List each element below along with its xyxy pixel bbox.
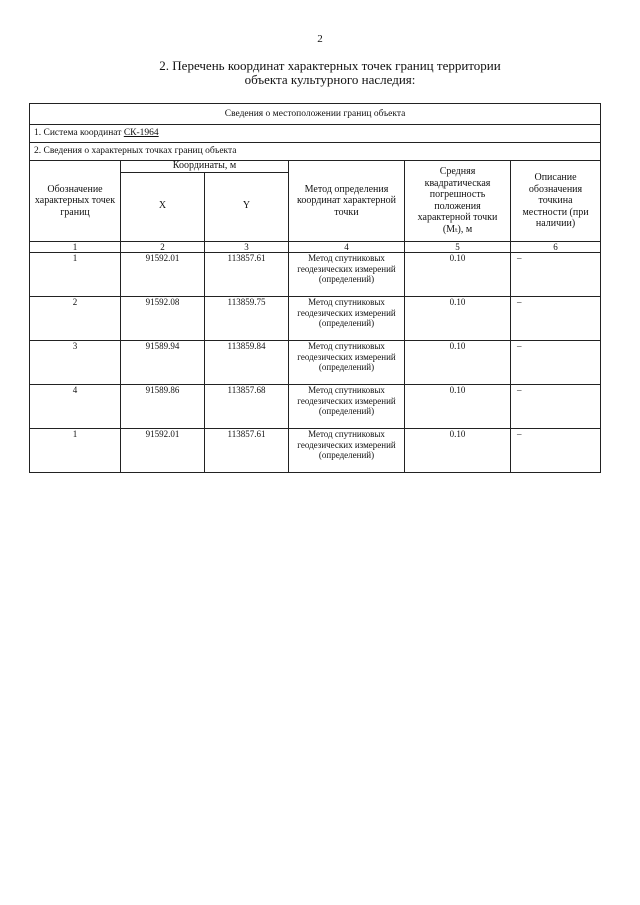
error-value: 0.10 <box>405 341 511 385</box>
point-label: 4 <box>30 385 121 429</box>
y-value: 113857.61 <box>205 253 289 297</box>
points-header-row <box>30 143 601 161</box>
section-header: Сведения о местоположении границ объекта <box>30 104 601 125</box>
y-value: 113859.75 <box>205 297 289 341</box>
description-value: – <box>511 253 601 297</box>
table-row <box>30 429 601 473</box>
x-value: 91589.86 <box>121 385 205 429</box>
document-title <box>100 59 560 87</box>
header-point: Обозначение характерных точек границ <box>30 161 121 242</box>
header-description: Описание обозначения точкина местности (при наличии) <box>511 161 601 242</box>
x-value: 91592.01 <box>121 429 205 473</box>
column-number: 3 <box>205 241 289 253</box>
x-value: 91592.08 <box>121 297 205 341</box>
method-value: Метод спутниковых геодезических измерений (определений) <box>289 341 405 385</box>
coordinate-system-name: СК-1964 <box>123 128 159 139</box>
header-y: Y <box>205 172 289 241</box>
error-value: 0.10 <box>405 385 511 429</box>
column-number: 6 <box>511 241 601 253</box>
description-value: – <box>511 385 601 429</box>
x-value: 91589.94 <box>121 341 205 385</box>
method-value: Метод спутниковых геодезических измерений (определений) <box>289 253 405 297</box>
header-x: X <box>121 172 205 241</box>
method-value: Метод спутниковых геодезических измерений (определений) <box>289 385 405 429</box>
description-value: – <box>511 297 601 341</box>
table-row <box>30 297 601 341</box>
error-value: 0.10 <box>405 253 511 297</box>
point-label: 1 <box>30 429 121 473</box>
x-value: 91592.01 <box>121 253 205 297</box>
column-number: 4 <box>289 241 405 253</box>
method-value: Метод спутниковых геодезических измерений (определений) <box>289 297 405 341</box>
header-error: Средняя квадратическая погрешность положения характерной точки (Mₜ), м <box>405 161 511 242</box>
coordinates-table <box>29 103 601 473</box>
column-number: 5 <box>405 241 511 253</box>
error-value: 0.10 <box>405 297 511 341</box>
error-value: 0.10 <box>405 429 511 473</box>
points-header: 2. Сведения о характерных точках границ объекта <box>30 143 601 161</box>
title-line-1: 2. Перечень координат характерных точек границ территории <box>159 58 501 73</box>
coordinate-system-prefix: 1. Система координат <box>34 128 124 139</box>
table-row <box>30 385 601 429</box>
header-method: Метод определения координат характерной точки <box>289 161 405 242</box>
y-value: 113859.84 <box>205 341 289 385</box>
column-header-row <box>30 161 601 173</box>
column-number: 2 <box>121 241 205 253</box>
table-row <box>30 341 601 385</box>
page-number: 2 <box>317 33 323 45</box>
y-value: 113857.68 <box>205 385 289 429</box>
header-coordinates: Координаты, м <box>121 161 289 173</box>
coordinate-system-row <box>30 125 601 143</box>
table-row <box>30 253 601 297</box>
title-line-2: объекта культурного наследия: <box>244 72 416 87</box>
coordinate-system <box>30 125 601 143</box>
description-value: – <box>511 341 601 385</box>
method-value: Метод спутниковых геодезических измерений (определений) <box>289 429 405 473</box>
point-label: 1 <box>30 253 121 297</box>
column-number: 1 <box>30 241 121 253</box>
point-label: 3 <box>30 341 121 385</box>
column-number-row <box>30 241 601 253</box>
point-label: 2 <box>30 297 121 341</box>
section-header-row <box>30 104 601 125</box>
y-value: 113857.61 <box>205 429 289 473</box>
description-value: – <box>511 429 601 473</box>
